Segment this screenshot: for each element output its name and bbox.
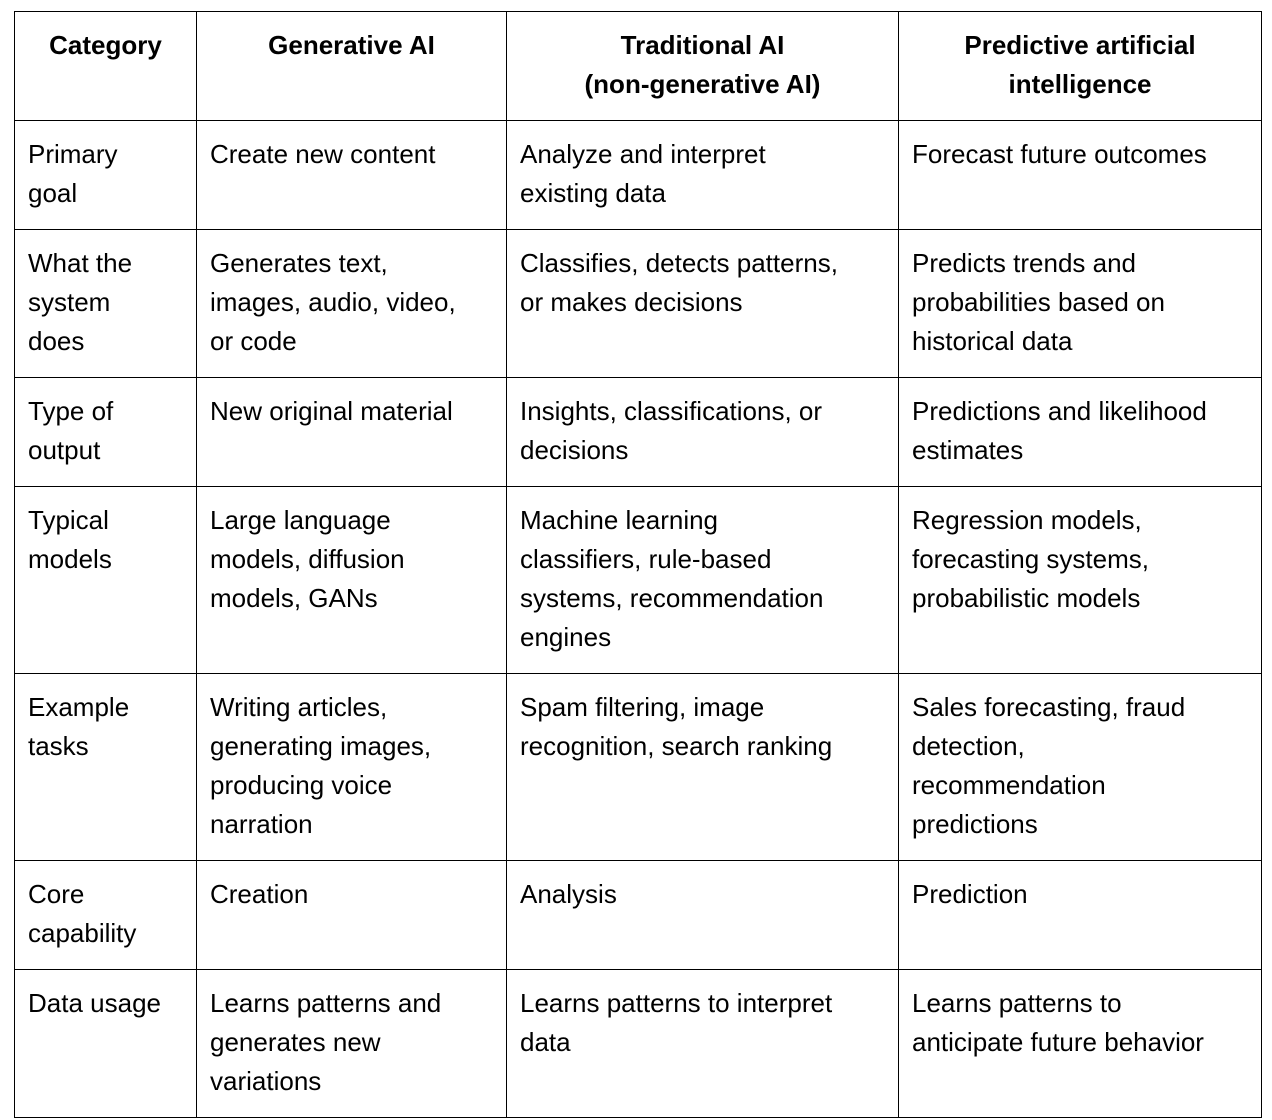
table-cell: Classifies, detects patterns, or makes decisions [507, 230, 899, 378]
table-cell: Generates text, images, audio, video, or code [197, 230, 507, 378]
table-cell: Insights, classifications, or decisions [507, 378, 899, 487]
table-cell: Learns patterns to anticipate future behavior [899, 970, 1262, 1118]
table-cell: Machine learning classifiers, rule-based systems, recommendation engines [507, 487, 899, 674]
table-cell: Analysis [507, 861, 899, 970]
header-category: Category [15, 12, 197, 121]
table-row [15, 970, 1262, 1118]
table-row [15, 378, 1262, 487]
row-label: Primary goal [15, 121, 197, 230]
table-row [15, 121, 1262, 230]
header-traditional-ai: Traditional AI (non-generative AI) [507, 12, 899, 121]
table-cell: Analyze and interpret existing data [507, 121, 899, 230]
table-cell: Sales forecasting, fraud detection, recommendation predictions [899, 674, 1262, 861]
table-cell: Learns patterns and generates new variations [197, 970, 507, 1118]
table-cell: Predicts trends and probabilities based on historical data [899, 230, 1262, 378]
row-label: Data usage [15, 970, 197, 1118]
comparison-table [14, 11, 1262, 1118]
table-cell: Writing articles, generating images, producing voice narration [197, 674, 507, 861]
table-cell: New original material [197, 378, 507, 487]
table-cell: Prediction [899, 861, 1262, 970]
header-predictive-ai: Predictive artificial intelligence [899, 12, 1262, 121]
table-row [15, 674, 1262, 861]
table-row [15, 230, 1262, 378]
row-label: Type of output [15, 378, 197, 487]
row-label: Core capability [15, 861, 197, 970]
row-label: Example tasks [15, 674, 197, 861]
table-row [15, 861, 1262, 970]
table-cell: Large language models, diffusion models, GANs [197, 487, 507, 674]
table-cell: Learns patterns to interpret data [507, 970, 899, 1118]
table-cell: Predictions and likelihood estimates [899, 378, 1262, 487]
table-cell: Forecast future outcomes [899, 121, 1262, 230]
header-generative-ai: Generative AI [197, 12, 507, 121]
table-header-row [15, 12, 1262, 121]
table-row [15, 487, 1262, 674]
table-cell: Spam filtering, image recognition, search ranking [507, 674, 899, 861]
table-cell: Regression models, forecasting systems, probabilistic models [899, 487, 1262, 674]
row-label: Typical models [15, 487, 197, 674]
table-cell: Create new content [197, 121, 507, 230]
table-cell: Creation [197, 861, 507, 970]
row-label: What the system does [15, 230, 197, 378]
